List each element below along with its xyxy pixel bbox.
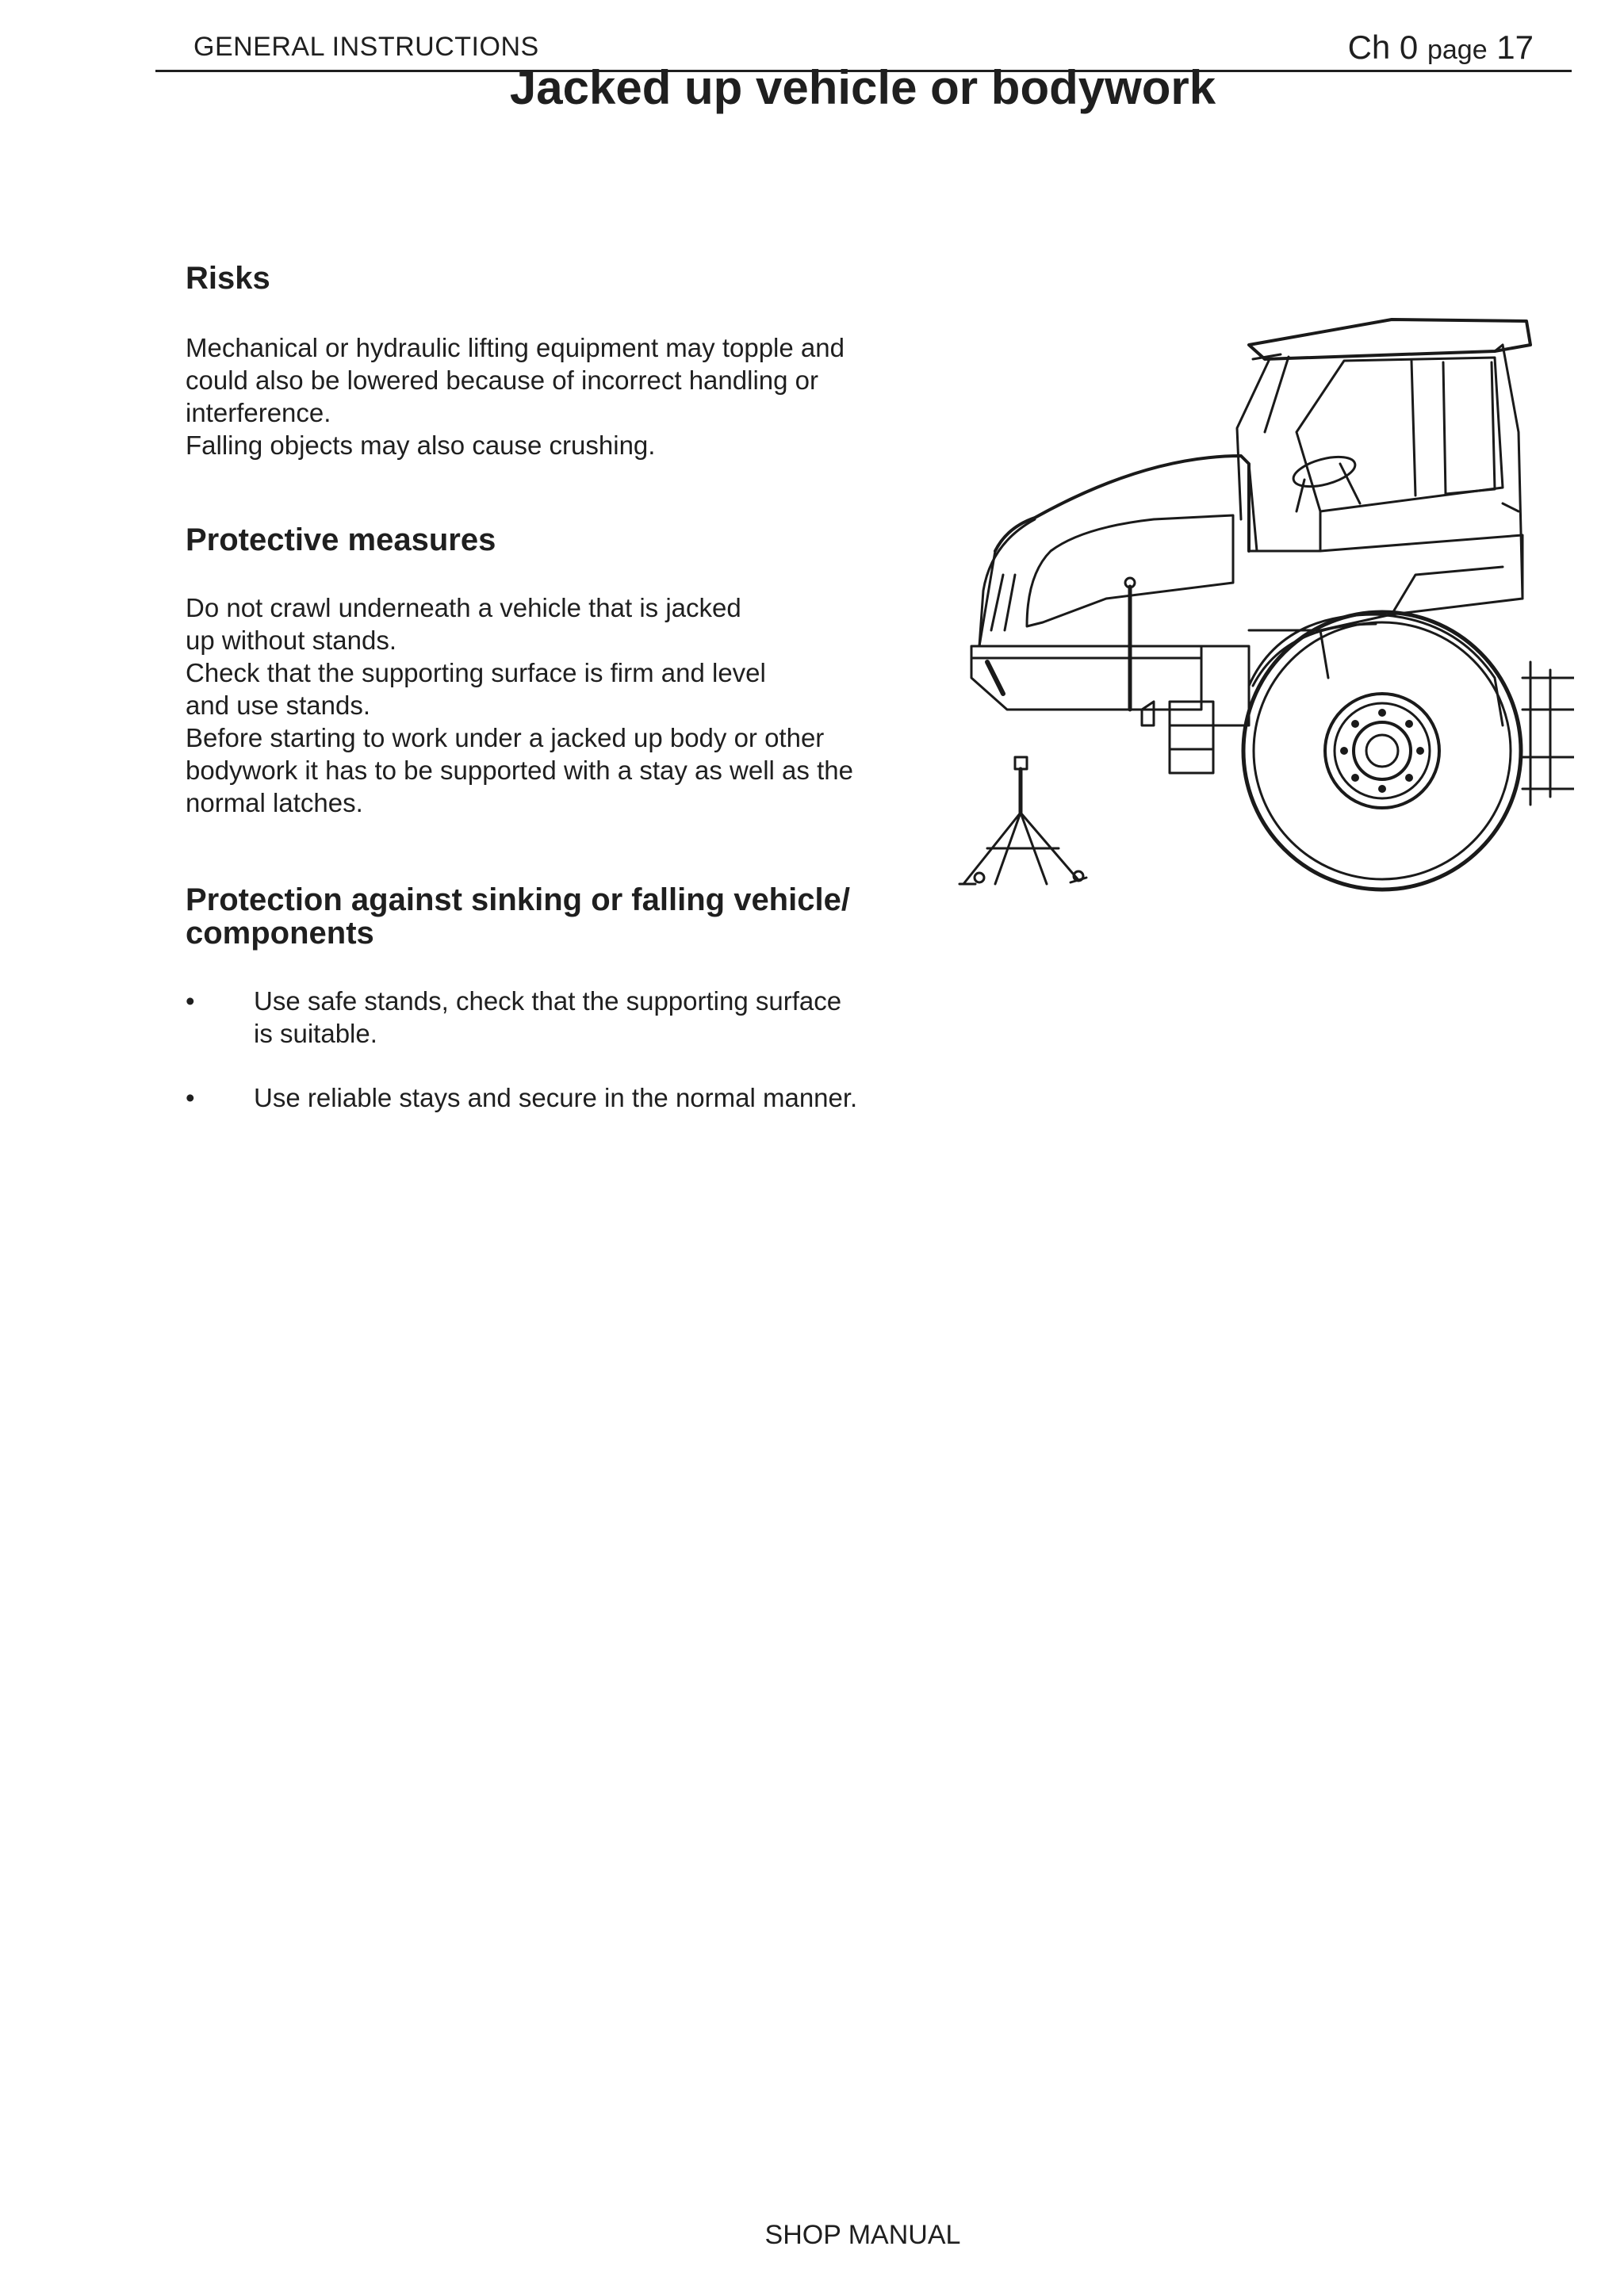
protection-heading [186,883,850,950]
protective-line: and use stands. [186,691,370,720]
protection-heading-line: components [186,916,374,951]
page-number: 17 [1496,29,1534,66]
protective-line: normal latches. [186,788,363,817]
risks-line: Falling objects may also cause crushing. [186,430,656,460]
protective-line: Check that the supporting surface is firm and level [186,658,766,687]
protective-line: bodywork it has to be supported with a stay as well as the [186,756,853,785]
chapter-label: Ch 0 [1347,29,1419,66]
bullet-text: Use reliable stays and secure in the normal manner. [254,1083,858,1112]
page-word: page [1427,35,1488,65]
risks-heading: Risks [186,261,270,296]
risks-line: Mechanical or hydraulic lifting equipment may topple and [186,333,845,362]
bullet-icon: • [186,986,195,1016]
risks-paragraph [186,331,915,461]
bullet-line: Use safe stands, check that the supporting surface [254,986,842,1016]
protective-line: Do not crawl underneath a vehicle that is jacked [186,593,741,622]
bullet-text [254,985,920,1050]
risks-line: could also be lowered because of incorrect handling or [186,365,818,395]
bullet-icon: • [186,1083,195,1112]
footer-shop-manual: SHOP MANUAL [764,2220,961,2250]
header-section-title: GENERAL INSTRUCTIONS [193,32,539,62]
protective-line: up without stands. [186,626,396,655]
bullet-line: is suitable. [254,1019,377,1048]
jacked-up-dump-truck-illustration [948,313,1574,892]
protective-line: Before starting to work under a jacked up body or other [186,723,825,752]
page-title: Jacked up vehicle or bodywork [509,61,1216,114]
protective-measures-heading: Protective measures [186,522,496,557]
protection-heading-line: Protection against sinking or falling vehicle/ [186,882,850,917]
protective-measures-paragraph [186,591,915,819]
risks-line: interference. [186,398,331,427]
